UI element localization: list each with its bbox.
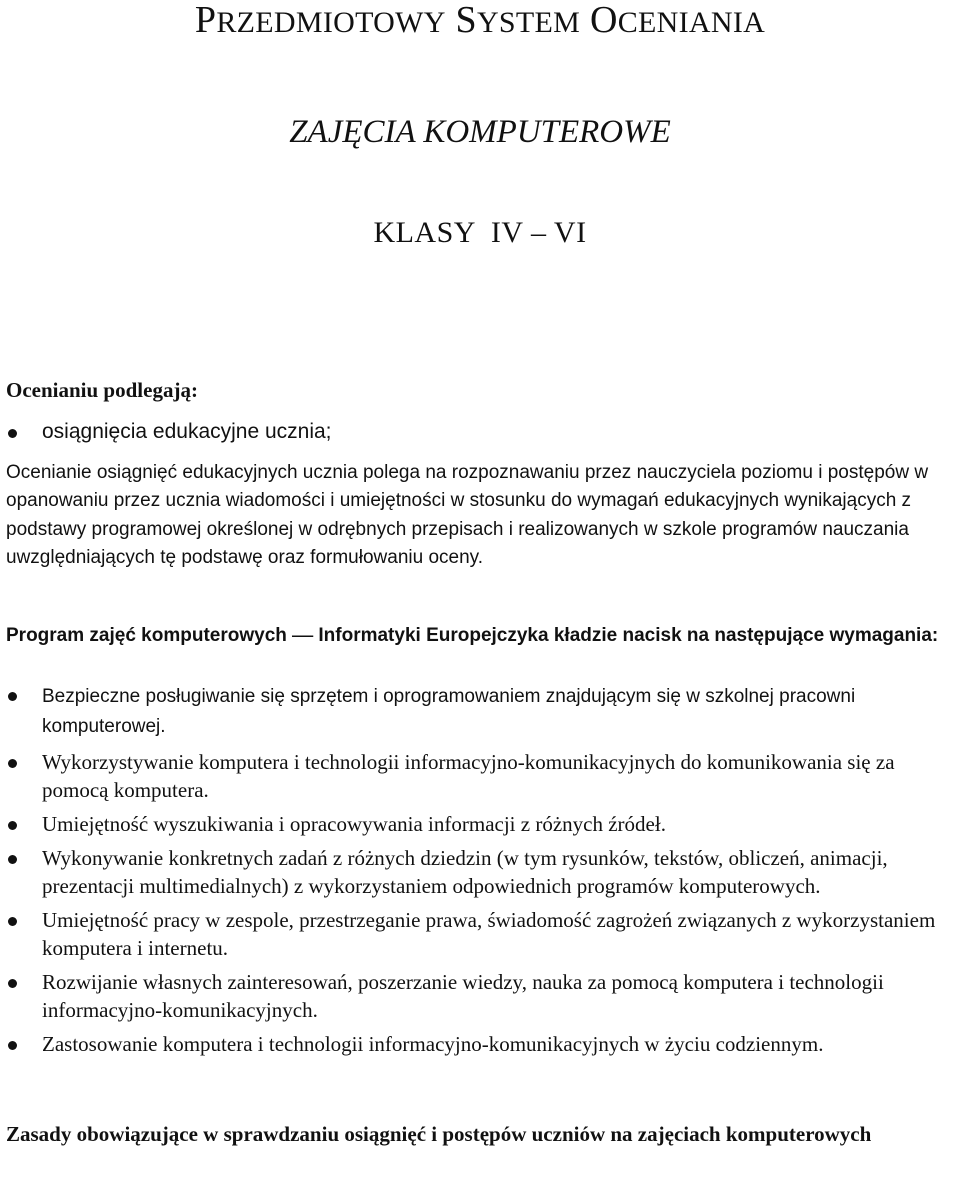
bullet-icon (8, 917, 17, 926)
list-item (0, 968, 960, 1024)
list-item-text: Rozwijanie własnych zainteresowań, poszerzanie wiedzy, nauka za pomocą komputera i technologii informacyjno-komunikacyjnych. (42, 969, 884, 1022)
bullet-icon (8, 821, 17, 830)
bullet-icon (8, 1041, 17, 1050)
list-item (0, 906, 960, 962)
subject-title: ZAJĘCIA KOMPUTEROWE (289, 114, 671, 150)
list-item-text: Wykorzystywanie komputera i technologii informacyjno-komunikacyjnych do komunikowania się za pomocą komputera. (42, 749, 895, 802)
requirements-list (0, 681, 960, 1058)
list-item (0, 810, 960, 838)
assessment-paragraph: Ocenianie osiągnięć edukacyjnych ucznia polega na rozpoznawaniu przez nauczyciela poziomu i postępów w opanowaniu przez ucznia wiadomości i umiejętności w stosunku do wymagań edukacyjnych wynikających z podstawy programowej określonej w odrębnych przepisach i realizowanych w szkole programów nauczania uwzględniających tę podstawę oraz formułowaniu oceny. (6, 462, 929, 569)
list-item (0, 748, 960, 804)
list-item-text: Umiejętność wyszukiwania i opracowywania informacji z różnych źródeł. (42, 811, 666, 836)
list-item-text: Zastosowanie komputera i technologii informacyjno-komunikacyjnych w życiu codziennym. (42, 1031, 824, 1056)
bullet-icon (8, 979, 17, 988)
list-item-text: Umiejętność pracy w zespole, przestrzeganie prawa, świadomość zagrożeń związanych z wykorzystaniem komputera i internetu. (42, 907, 936, 960)
list-item (0, 681, 960, 742)
program-heading-rest: Informatyki Europejczyka kładzie nacisk na następujące wymagania: (318, 625, 939, 646)
list-item (0, 844, 960, 900)
list-item (0, 418, 960, 446)
bullet-icon (8, 855, 17, 864)
program-heading-dash: — (286, 622, 319, 646)
title-initial-s: S (455, 0, 477, 41)
bullet-icon (8, 429, 17, 438)
title-word-1: RZEDMIOTOWY (216, 6, 446, 39)
bullet-icon (8, 759, 17, 768)
list-item-text: osiągnięcia edukacyjne ucznia; (42, 420, 332, 443)
program-heading-name: Program zajęć komputerowych (6, 625, 287, 646)
list-item (0, 1030, 960, 1058)
list-item-text: Wykonywanie konkretnych zadań z różnych dziedzin (w tym rysunków, tekstów, obliczeń, animacji, prezentacji multimedialnych) z wykorzystaniem odpowiednich programów komputerowych. (42, 845, 888, 898)
grading-rules-heading: Zasady obowiązujące w sprawdzaniu osiągnięć i postępów uczniów na zajęciach komputerowych (6, 1122, 872, 1146)
list-item-text: Bezpieczne posługiwanie się sprzętem i oprogramowaniem znajdującym się w szkolnej pracowni komputerowej. (42, 686, 856, 738)
title-word-2: YSTEM (476, 6, 581, 39)
program-heading (6, 620, 956, 650)
assessment-scope-heading: Ocenianiu podlegają: (6, 378, 198, 402)
classes-label: KLASY IV – VI (373, 216, 587, 249)
assessment-scope-list (0, 418, 960, 446)
title-initial-o: O (589, 0, 618, 41)
classes-title (0, 213, 960, 253)
bullet-icon (8, 692, 17, 701)
title-word-3: CENIANIA (617, 6, 766, 39)
title-initial-p: P (194, 0, 217, 41)
document-title (0, 0, 960, 43)
